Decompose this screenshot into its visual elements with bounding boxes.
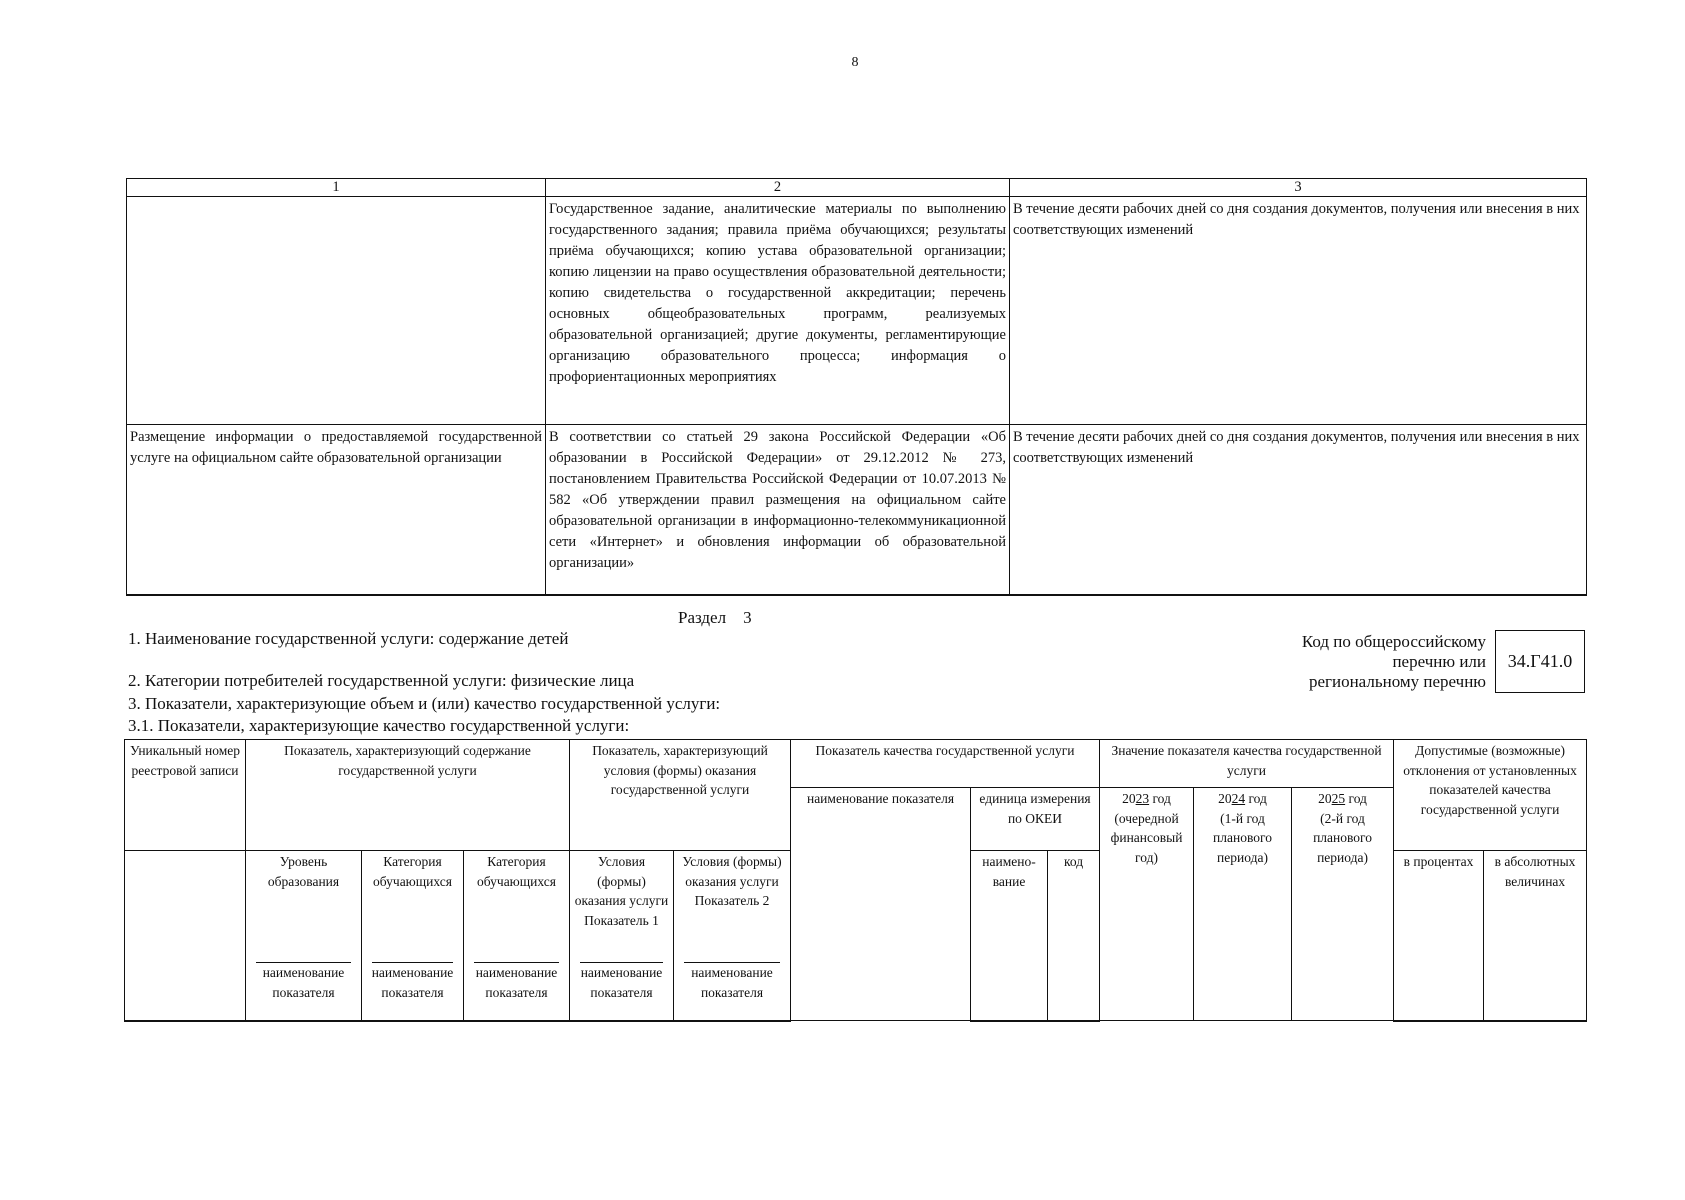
name-label: наименование показателя bbox=[580, 965, 663, 1000]
method-cell: Размещение информации о предоставляемой государственной услуге на официальном сайте образовательной организации bbox=[127, 425, 546, 595]
service-name-line: 1. Наименование государственной услуги: содержание детей bbox=[128, 629, 569, 648]
quality-indicators-line: 3.1. Показатели, характеризующие качество государственной услуги: bbox=[128, 716, 630, 735]
section-number: 3 bbox=[743, 608, 752, 627]
content-indicator-header: Показатель, характеризующий содержание государственной услуги bbox=[246, 740, 570, 851]
conditions-indicator-header: Показатель, характеризующий условия (формы) оказания государственной услуги bbox=[570, 740, 791, 851]
column-number-2: 2 bbox=[546, 179, 1010, 197]
name-label: наименование показателя bbox=[691, 965, 773, 1000]
code-label-line: Код по общероссийскому bbox=[1301, 632, 1486, 651]
content-cell: Государственное задание, аналитические материалы по выполнению государственного задания; правила приёма обучающихся; результаты приёма обучающихся; копию устава образовательной организации; копию лицензии на право осуществления образовательной деятельности; копию свидетельства о государственной аккредитации; перечень основных общеобразовательных программ, реализуемых образовательной организацией; другие документы, регламентирующие организацию образовательного процесса; информация о профориентационных мероприятиях bbox=[546, 197, 1010, 425]
unit-code-header: код bbox=[1048, 851, 1100, 1021]
indicators-line: 3. Показатели, характеризующие объем и (или) качество государственной услуги: bbox=[128, 694, 721, 713]
year-word: год bbox=[1348, 791, 1367, 806]
unit-name-header: наимено-вание bbox=[971, 851, 1048, 1021]
info-disclosure-table bbox=[126, 178, 1587, 596]
year-prefix: 20 bbox=[1318, 791, 1332, 806]
table-header-row bbox=[127, 179, 1587, 197]
registry-header: Уникальный номер реестровой записи bbox=[125, 740, 246, 851]
column-number-3: 3 bbox=[1010, 179, 1587, 197]
section-title bbox=[678, 608, 752, 628]
table-row bbox=[127, 425, 1587, 595]
name-label: наименование показателя bbox=[371, 965, 454, 1000]
year-prefix: 20 bbox=[1218, 791, 1232, 806]
quality-indicator-header: Показатель качества государственной услуги bbox=[791, 740, 1100, 788]
year-word: год bbox=[1248, 791, 1267, 806]
frequency-cell: В течение десяти рабочих дней со дня создания документов, получения или внесения в них соответствующих изменений bbox=[1010, 425, 1587, 595]
year-1-header bbox=[1100, 788, 1194, 1021]
content-cell: В соответствии со статьей 29 закона Российской Федерации «Об образовании в Российской Федерации» от 29.12.2012 № 273, постановлением Правительства Российской Федерации от 10.07.2013 № 582 «Об утверждении правил размещения на официальном сайте образовательной организации в информационно-телекоммуникационной сети «Интернет» и обновления информации об образовательной организации» bbox=[546, 425, 1010, 595]
code-label bbox=[1240, 632, 1486, 692]
deviation-absolute-header: в абсолютных величинах bbox=[1484, 851, 1587, 1021]
name-label: наименование показателя bbox=[262, 965, 345, 1000]
consumer-category-line: 2. Категории потребителей государственной услуги: физические лица bbox=[128, 671, 635, 690]
unit-header: единица измерения по ОКЕИ bbox=[971, 788, 1100, 851]
year-note: (очередной финансовый год) bbox=[1110, 810, 1183, 865]
page-number: 8 bbox=[851, 55, 859, 70]
sub-indicator-label: Категория обучающихся bbox=[477, 854, 556, 889]
column-number-1: 1 bbox=[127, 179, 546, 197]
condition-2-header bbox=[674, 851, 791, 1021]
method-cell bbox=[127, 197, 546, 425]
code-label-line: региональному перечню bbox=[1308, 672, 1486, 691]
quality-indicators-table bbox=[124, 739, 1587, 1022]
year-value: 23 bbox=[1135, 791, 1150, 806]
deviation-header: Допустимые (возможные) отклонения от установленных показателей качества государственной услуги bbox=[1394, 740, 1587, 851]
sub-indicator-label: Условия (формы) оказания услуги Показатель 2 bbox=[682, 854, 782, 908]
sub-indicator-label: Уровень образования bbox=[267, 854, 340, 889]
category-2-header bbox=[464, 851, 570, 1021]
year-note: (1-й год планового периода) bbox=[1213, 810, 1272, 865]
year-word: год bbox=[1152, 791, 1171, 806]
year-note: (2-й год планового периода) bbox=[1313, 810, 1372, 865]
sub-indicator-label: Категория обучающихся bbox=[373, 854, 452, 889]
section-label: Раздел bbox=[678, 608, 727, 627]
indicator-name-header: наименование показателя bbox=[791, 788, 971, 1021]
frequency-cell: В течение десяти рабочих дней со дня создания документов, получения или внесения в них соответствующих изменений bbox=[1010, 197, 1587, 425]
registry-cell bbox=[125, 851, 246, 1021]
sub-indicator-label: Условия (формы) оказания услуги Показатель 1 bbox=[574, 854, 669, 928]
code-label-line: перечню или bbox=[1392, 652, 1486, 671]
code-value-box bbox=[1495, 630, 1585, 693]
table-row bbox=[125, 740, 1587, 788]
year-3-header bbox=[1292, 788, 1394, 1021]
condition-1-header bbox=[570, 851, 674, 1021]
name-label: наименование показателя bbox=[475, 965, 558, 1000]
deviation-percent-header: в процентах bbox=[1394, 851, 1484, 1021]
category-1-header bbox=[362, 851, 464, 1021]
level-header bbox=[246, 851, 362, 1021]
year-prefix: 20 bbox=[1122, 791, 1136, 806]
indicator-value-header: Значение показателя качества государственной услуги bbox=[1100, 740, 1394, 788]
year-2-header bbox=[1194, 788, 1292, 1021]
code-value: 34.Г41.0 bbox=[1507, 651, 1573, 671]
year-value: 25 bbox=[1331, 791, 1346, 806]
year-value: 24 bbox=[1231, 791, 1246, 806]
table-row bbox=[127, 197, 1587, 425]
